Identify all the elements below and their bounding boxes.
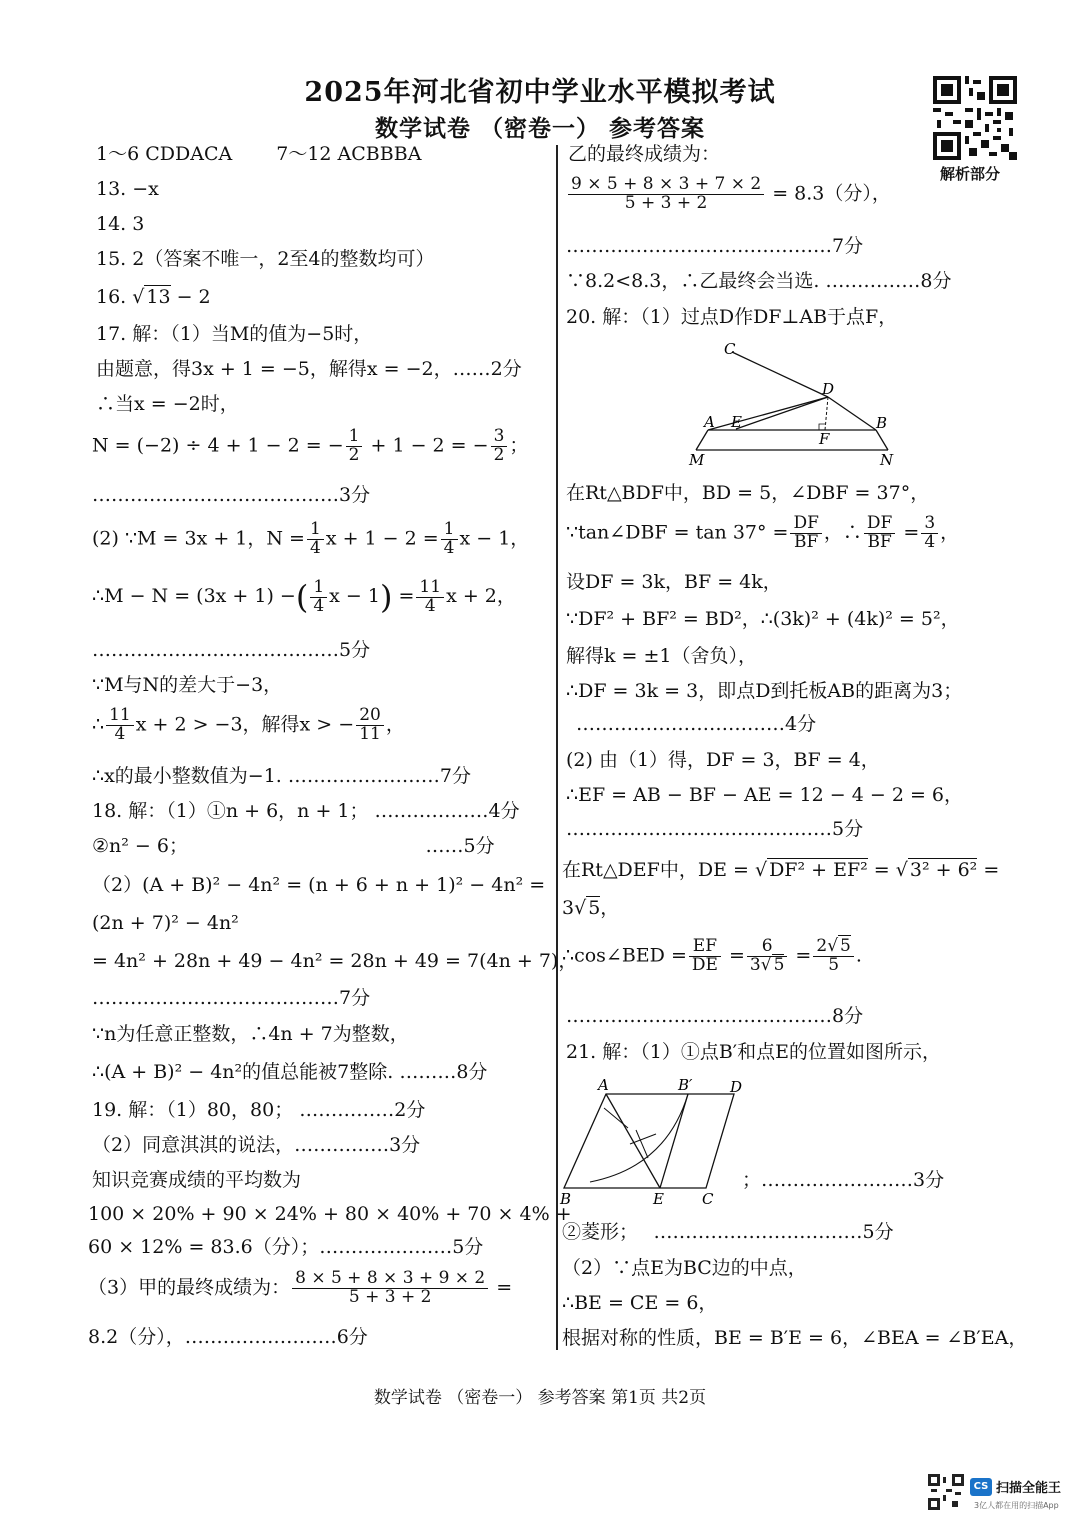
denominator: BF [867, 531, 892, 552]
denominator: 4 [309, 537, 321, 558]
label-a: A [598, 1076, 609, 1094]
line-bd [828, 397, 876, 430]
radicand: 5 [588, 897, 601, 919]
q21-line: ②菱形； ……………………………5分 [562, 1221, 894, 1243]
q20-de-line [562, 859, 999, 882]
text: = [897, 521, 920, 544]
q20-line: 20. 解：（1）过点D作DF⊥AB于点F， [566, 306, 898, 328]
text: = 8.3（分）， [766, 182, 891, 205]
text: ，∴ [823, 521, 862, 544]
q18-line: (2n + 7)² − 4n² [92, 912, 239, 934]
text: = [722, 944, 745, 967]
numerator: 3 [491, 428, 508, 447]
line-bn [876, 430, 888, 450]
line-df [825, 397, 828, 430]
fraction [790, 515, 821, 552]
numerator: 3 [921, 515, 938, 534]
q17-part2-line [92, 521, 529, 558]
figure-21-diagram [556, 1072, 746, 1207]
numerator: 1 [310, 579, 327, 598]
exam-subtitle: 数学试卷 （密卷一） 参考答案 [374, 115, 705, 142]
score-dots: …………………………………5分 [92, 639, 371, 661]
line-am [696, 430, 708, 450]
q19-line: 100 × 20% + 90 × 24% + 80 × 40% + 70 × 4% + [88, 1203, 572, 1225]
q18-line: ∴(A + B)² − 4n²的值总能被7整除. ………8分 [92, 1061, 488, 1083]
line-ad [708, 397, 828, 430]
score-dots: ……………………………………8分 [566, 1005, 864, 1027]
text: x − 1 [329, 585, 380, 608]
numerator: 9 × 5 + 8 × 3 + 7 × 2 [568, 176, 764, 195]
q21-line: 21. 解：（1）①点B′和点E的位置如图所示， [566, 1041, 941, 1063]
sqrt-sign: √ [132, 286, 145, 308]
qr-caption: 解析部分 [940, 165, 1001, 183]
score-dots: ……………………………4分 [576, 713, 817, 735]
text: 2 [816, 936, 828, 956]
scanner-logo: CS [970, 1478, 992, 1496]
q20-line: ∴DF = 3k = 3，即点D到托板AB的距离为3； [566, 680, 963, 702]
q18-line: 18. 解：（1）①n + 6，n + 1； ………………4分 [92, 800, 520, 822]
answer-16 [96, 286, 211, 309]
fraction [346, 428, 363, 465]
label-e: E [731, 413, 742, 431]
denominator: 4 [924, 531, 936, 552]
q19-line: 8.2（分），……………………6分 [88, 1326, 368, 1348]
q17-line: ∵M与N的差大于−3， [92, 674, 283, 696]
label-d: D [822, 380, 835, 398]
q18-line: = 4n² + 28n + 49 − 4n² = 28n + 49 = 7(4n + 7)， [92, 950, 578, 972]
q20-line [562, 897, 619, 920]
q18-line: ②n² − 6； ……5分 [92, 835, 495, 857]
fraction [747, 938, 788, 975]
page-footer: 数学试卷 （密卷一） 参考答案 第1页 共2页 [373, 1388, 707, 1408]
q20-line: 设DF = 3k，BF = 4k， [566, 571, 782, 593]
qr-code-icon [933, 76, 1017, 160]
score-dots: …………………………………7分 [92, 987, 371, 1009]
fraction [813, 938, 854, 975]
sqrt-sign: √ [754, 859, 768, 881]
text: （3）甲的最终成绩为： [88, 1276, 291, 1299]
label-a: A [704, 413, 715, 431]
fraction [292, 1270, 488, 1307]
score-dots: ……………………………………7分 [566, 235, 864, 257]
scanner-name: 扫描全能王 [996, 1481, 1062, 1496]
q17-line: 17. 解：（1）当M的值为−5时， [96, 323, 373, 345]
parallelogram-abcd [564, 1094, 734, 1188]
answer-13: 13. −x [96, 178, 159, 200]
fraction [441, 521, 458, 558]
label-d: D [730, 1078, 743, 1096]
text: + 1 − 2 = − [364, 434, 489, 457]
denominator: 3√ 5 [749, 954, 785, 975]
q17-line: ∴当x = −2时， [96, 393, 239, 415]
text: (2) ∵M = 3x + 1，N = [92, 527, 305, 550]
score-dots: …………………………………3分 [92, 484, 371, 506]
construction-mark [630, 1134, 656, 1144]
fraction [106, 707, 134, 744]
denominator: 4 [424, 595, 436, 616]
text: = [789, 944, 812, 967]
q20-line: ∴EF = AB − BF − AE = 12 − 4 − 2 = 6， [566, 784, 963, 806]
q20-line: 在Rt△BDF中，BD = 5，∠DBF = 37°， [566, 482, 930, 504]
denominator: 2 [348, 444, 360, 465]
denominator: 2 [493, 444, 505, 465]
q17-ineq-line [92, 707, 405, 744]
text: ， [385, 713, 405, 736]
label-f: F [819, 430, 830, 448]
sqrt-sign: √ [895, 859, 908, 881]
q21-line: 根据对称的性质，BE = B′E = 6，∠BEA = ∠B′EA， [562, 1327, 1028, 1349]
denominator: 4 [114, 723, 126, 744]
numerator: DF [864, 515, 895, 534]
answer-14: 14. 3 [96, 213, 145, 235]
line-cd [732, 352, 828, 397]
fraction [307, 521, 324, 558]
numerator: 1 [441, 521, 458, 540]
q17-diff-line [92, 578, 516, 616]
text: ， [940, 521, 960, 544]
q20-cos-line [562, 938, 862, 975]
fraction [864, 515, 895, 552]
numerator: 11 [416, 579, 444, 598]
text: x + 1 − 2 = [325, 527, 439, 550]
text: 3 [562, 897, 575, 919]
text: N = (−2) ÷ 4 + 1 − 2 = − [92, 434, 344, 457]
paren: ) [379, 578, 393, 616]
label-b: B [560, 1190, 572, 1207]
construction-mark [636, 1130, 648, 1158]
label-b: B [876, 414, 888, 432]
radicand: DF² + EF² [769, 859, 868, 881]
denominator: 5 + 3 + 2 [348, 1286, 432, 1307]
text: 3 [749, 954, 761, 975]
text: 在Rt△DEF中，DE = [562, 859, 755, 881]
figure-20-diagram [680, 338, 910, 473]
denominator: 5 + 3 + 2 [624, 192, 708, 213]
text: x + 2， [446, 585, 516, 608]
q21-line: （2）∵点E为BC边的中点， [562, 1257, 807, 1279]
numerator: 6 [747, 938, 788, 957]
score-dots: ；……………………3分 [742, 1169, 945, 1191]
label-e: E [653, 1190, 664, 1207]
text: ∵tan∠DBF = tan 37° = [566, 521, 789, 544]
paren: ( [295, 578, 309, 616]
q17-line: ∴x的最小整数值为−1. ……………………7分 [92, 765, 471, 787]
q20-line: ∵DF² + BF² = BD²，∴(3k)² + (4k)² = 5²， [566, 608, 960, 630]
fraction [416, 576, 444, 616]
text: = [490, 1276, 513, 1299]
radicand: 3² + 6² [909, 859, 978, 881]
q20-tan-line [566, 515, 959, 552]
label-c: C [702, 1190, 714, 1207]
q19-frac-line [566, 176, 891, 213]
denominator: 4 [443, 537, 455, 558]
answer-15: 15. 2（答案不唯一，2至4的整数均可） [96, 248, 435, 270]
answer-choice-line: 1～6 CDDACA 7～12 ACBBBA [96, 143, 422, 165]
text: = [867, 859, 896, 881]
q21-line: ∴BE = CE = 6， [562, 1292, 718, 1314]
text: ∴cos∠BED = [562, 944, 687, 967]
scanner-tagline: 3亿人都在用的扫描App [974, 1501, 1059, 1510]
text: 16. [96, 286, 127, 308]
q19-line: 知识竞赛成绩的平均数为 [92, 1169, 302, 1191]
q19-frac-line [88, 1270, 512, 1307]
label-c: C [724, 340, 736, 358]
q20-line: 解得k = ±1（舍负）， [566, 645, 758, 667]
q18-line: ∵n为任意正整数，∴4n + 7为整数， [92, 1023, 409, 1045]
sqrt-sign: √ [574, 897, 587, 919]
radicand: 13 [146, 286, 171, 308]
q17-eq-line [92, 428, 528, 465]
numerator: 20 [356, 707, 384, 726]
numerator: 11 [106, 707, 134, 726]
fraction [491, 428, 508, 465]
fraction [310, 576, 327, 616]
denominator: 11 [359, 723, 381, 744]
label-n: N [880, 451, 894, 469]
fraction [689, 938, 721, 975]
q19-line: 60 × 12% = 83.6（分）；…………………5分 [88, 1236, 484, 1258]
line-ed [736, 397, 828, 429]
numerator: 8 × 5 + 8 × 3 + 9 × 2 [292, 1270, 488, 1289]
q18-line: （2）(A + B)² − 4n² = (n + 6 + n + 1)² − 4n² = [92, 874, 546, 896]
fraction [921, 515, 938, 552]
text: ， [600, 897, 620, 919]
exam-title: 2025年河北省初中学业水平模拟考试 [304, 77, 776, 108]
q20-line: (2) 由（1）得，DF = 3，BF = 4， [566, 749, 880, 771]
fraction [356, 707, 384, 744]
numerator: EF [689, 938, 721, 957]
scanner-qr-icon [928, 1474, 964, 1510]
q19-line: ∵8.2<8.3，∴乙最终会当选. ……………8分 [566, 270, 952, 292]
score-dots: ……………………………………5分 [566, 818, 864, 840]
q19-line: （2）同意淇淇的说法，……………3分 [92, 1134, 421, 1156]
label-m: M [689, 451, 705, 469]
numerator: 1 [307, 521, 324, 540]
denominator: 4 [313, 595, 325, 616]
text: ∴ [92, 713, 105, 736]
text: ； [509, 434, 529, 457]
text: ∴M − N = (3x + 1) − [92, 585, 296, 608]
text: x − 1， [459, 527, 530, 550]
fraction [568, 176, 764, 213]
radicand: 5 [773, 954, 785, 975]
q19-line: 19. 解：（1）80，80； ……………2分 [92, 1099, 426, 1121]
numerator: 2√ 5 [813, 938, 854, 957]
denominator: 5 [828, 954, 840, 975]
text: = [392, 585, 415, 608]
text: . [855, 944, 862, 967]
text: − 2 [170, 286, 211, 308]
text: x + 2 > −3，解得x > − [135, 713, 355, 736]
text: = [977, 859, 1000, 881]
denominator: BF [794, 531, 819, 552]
numerator: DF [790, 515, 821, 534]
q19-cont-line: 乙的最终成绩为： [568, 143, 721, 165]
label-b-prime: B′ [678, 1076, 693, 1094]
numerator: 1 [346, 428, 363, 447]
line-ae [606, 1094, 660, 1188]
radicand: 5 [840, 936, 851, 956]
q17-line: 由题意，得3x + 1 = −5，解得x = −2，……2分 [96, 358, 522, 380]
denominator: DE [691, 954, 718, 975]
